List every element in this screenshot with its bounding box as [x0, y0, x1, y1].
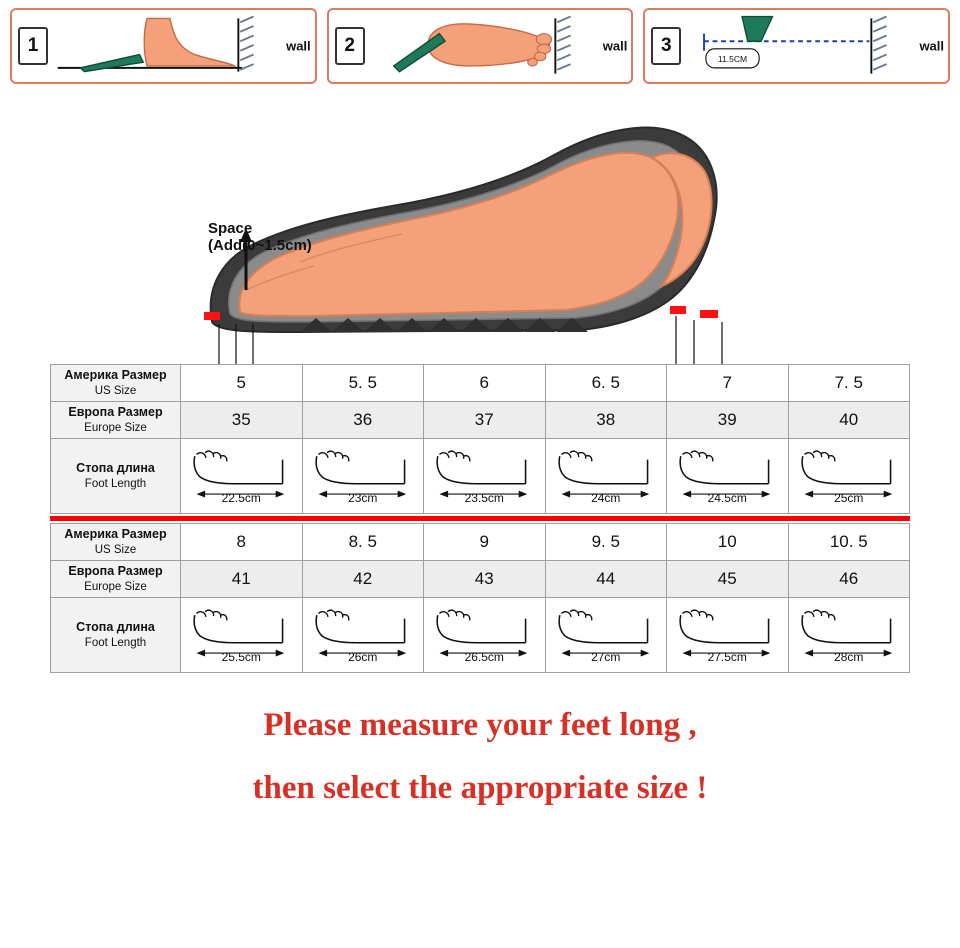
cell-eu-3: 38: [545, 402, 667, 439]
cell-us-4: 7: [667, 365, 789, 402]
cell-us-2: 6: [424, 365, 546, 402]
size-table-block-1: [50, 364, 910, 514]
row-header-foot-length-ru: Стопа длина: [76, 620, 155, 634]
cell-us-0: 8: [181, 524, 303, 561]
step-1-wall-label: wall: [286, 38, 311, 54]
cell-eu-5: 40: [788, 402, 910, 439]
cell-eu-4: 45: [667, 561, 789, 598]
row-header-foot-length: [51, 439, 181, 514]
instruction-note-line1: Please measure your feet long ,: [263, 707, 697, 743]
cell-foot-5: [788, 439, 910, 514]
cell-foot-1: [302, 439, 424, 514]
step-number-1: 1: [18, 27, 48, 65]
row-header-eu-size-ru: Европа Размер: [68, 405, 163, 419]
cell-foot-3: [545, 598, 667, 673]
table-row-foot-length: [51, 439, 910, 514]
cell-eu-0: 35: [181, 402, 303, 439]
cell-foot-4: [667, 439, 789, 514]
cell-us-2: 9: [424, 524, 546, 561]
cell-us-5: 10. 5: [788, 524, 910, 561]
foot-length-value-5: 28cm: [834, 650, 864, 664]
step-panel-2: [327, 8, 634, 84]
cell-us-3: 9. 5: [545, 524, 667, 561]
table-row-eu-size: [51, 402, 910, 439]
foot-length-value-1: 23cm: [348, 491, 378, 505]
measurement-steps: [0, 0, 960, 84]
cell-eu-5: 46: [788, 561, 910, 598]
row-header-eu-size-en: Europe Size: [84, 421, 147, 434]
cell-foot-2: [424, 439, 546, 514]
step-panel-3: [643, 8, 950, 84]
cell-foot-3: [545, 439, 667, 514]
cell-eu-4: 39: [667, 402, 789, 439]
row-header-eu-size: [51, 561, 181, 598]
space-annotation-line2: (Add(0~1.5cm): [208, 237, 312, 255]
space-annotation-line1: Space: [208, 220, 253, 237]
row-header-us-size-ru: Америка Размер: [64, 527, 167, 541]
cell-eu-2: 43: [424, 561, 546, 598]
row-header-us-size: [51, 524, 181, 561]
step-number-2: 2: [335, 27, 365, 65]
row-header-foot-length-ru: Стопа длина: [76, 461, 155, 475]
cell-eu-1: 36: [302, 402, 424, 439]
cell-eu-0: 41: [181, 561, 303, 598]
size-chart: [0, 364, 960, 673]
row-header-foot-length-en: Foot Length: [84, 477, 147, 490]
cell-eu-1: 42: [302, 561, 424, 598]
space-annotation: [208, 220, 312, 255]
row-header-us-size-ru: Америка Размер: [64, 368, 167, 382]
table-row-foot-length: [51, 598, 910, 673]
foot-length-value-0: 22.5cm: [221, 491, 261, 505]
row-header-us-size-en: US Size: [94, 384, 137, 397]
cell-foot-0: [181, 439, 303, 514]
row-header-foot-length: [51, 598, 181, 673]
step-3-wall-label: wall: [919, 38, 945, 54]
step-number-3: 3: [651, 27, 681, 65]
row-header-eu-size-en: Europe Size: [84, 580, 147, 593]
svg-text:11.5CM: 11.5CM: [718, 54, 748, 65]
cell-foot-1: [302, 598, 424, 673]
step-3-illustration: [685, 12, 904, 80]
row-header-us-size: [51, 365, 181, 402]
foot-diagram-svg: [0, 84, 960, 364]
instruction-note: [0, 707, 960, 807]
cell-foot-0: [181, 598, 303, 673]
cell-foot-5: [788, 598, 910, 673]
row-header-eu-size-ru: Европа Размер: [68, 564, 163, 578]
cell-us-1: 8. 5: [302, 524, 424, 561]
foot-length-value-0: 25.5cm: [221, 650, 261, 664]
foot-length-value-1: 26cm: [348, 650, 378, 664]
table-divider: [50, 516, 910, 521]
cell-foot-2: [424, 598, 546, 673]
cell-us-0: 5: [181, 365, 303, 402]
cell-us-1: 5. 5: [302, 365, 424, 402]
foot-length-value-2: 23.5cm: [464, 491, 504, 505]
step-2-illustration: [369, 12, 588, 80]
instruction-note-line2: then select the appropriate size !: [252, 770, 708, 806]
cell-eu-3: 44: [545, 561, 667, 598]
size-table-block-2: [50, 523, 910, 673]
foot-length-value-3: 24cm: [591, 491, 621, 505]
row-header-eu-size: [51, 402, 181, 439]
row-header-us-size-en: US Size: [94, 543, 137, 556]
table-row-us-size: [51, 524, 910, 561]
cell-us-5: 7. 5: [788, 365, 910, 402]
cell-us-3: 6. 5: [545, 365, 667, 402]
table-row-eu-size: [51, 561, 910, 598]
cell-foot-4: [667, 598, 789, 673]
step-1-illustration: [52, 12, 271, 80]
step-2-wall-label: wall: [602, 38, 628, 54]
foot-length-value-4: 27.5cm: [707, 650, 747, 664]
foot-length-value-4: 24.5cm: [707, 491, 747, 505]
foot-shoe-measurement-diagram: [0, 84, 960, 364]
foot-length-value-3: 27cm: [591, 650, 621, 664]
step-panel-1: [10, 8, 317, 84]
row-header-foot-length-en: Foot Length: [84, 636, 147, 649]
foot-length-value-2: 26.5cm: [464, 650, 504, 664]
foot-length-value-5: 25cm: [834, 491, 864, 505]
cell-eu-2: 37: [424, 402, 546, 439]
cell-us-4: 10: [667, 524, 789, 561]
table-row-us-size: [51, 365, 910, 402]
